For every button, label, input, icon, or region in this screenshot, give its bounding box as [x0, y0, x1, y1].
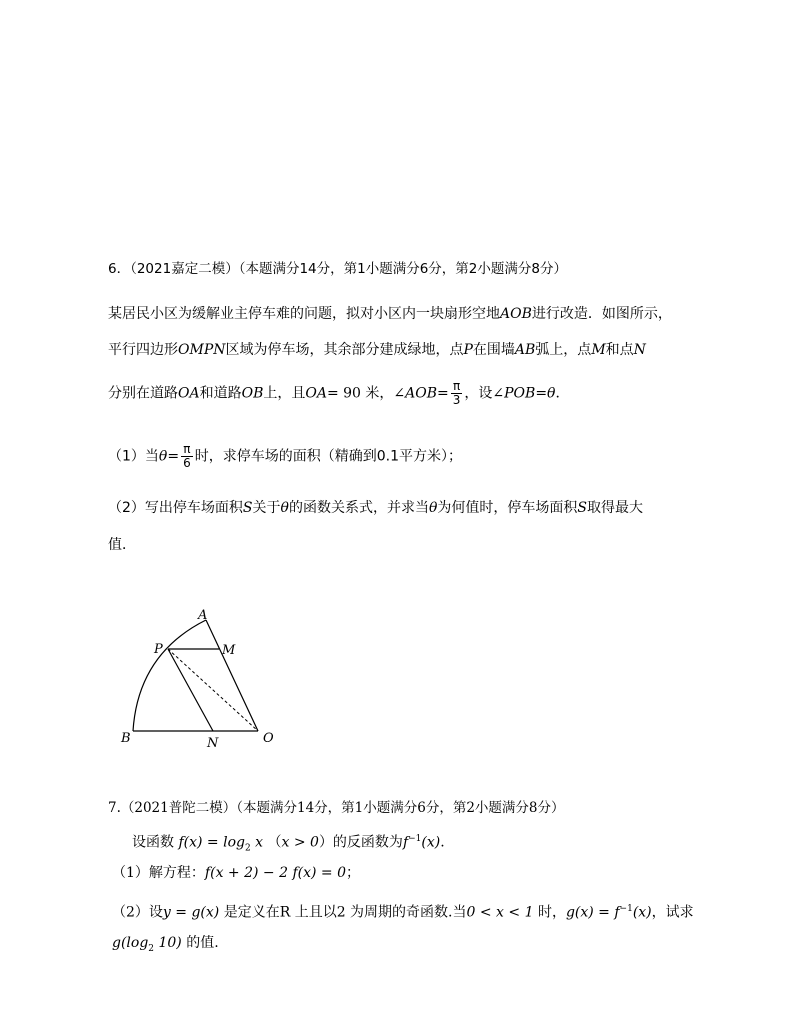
math-theta: θ — [547, 385, 556, 402]
math-eq: = 90 — [326, 385, 361, 402]
math-m: M — [591, 342, 606, 358]
math-eq: = — [535, 385, 548, 402]
math-glog: g(log — [112, 935, 149, 951]
text: 的值. — [186, 935, 219, 951]
text: （ — [267, 834, 282, 851]
text: 平行四边形 — [108, 342, 178, 358]
math-x: x — [250, 834, 264, 851]
text: （1）解方程： — [112, 865, 205, 881]
text: ，设 — [464, 385, 493, 402]
math-x: (x) — [421, 834, 441, 851]
text: 的函数关系式，并求当 — [288, 500, 429, 516]
math-domain: x > 0 — [281, 834, 319, 851]
q7-intro — [132, 829, 445, 858]
math-s: S — [242, 500, 253, 516]
text: 上，且 — [263, 385, 306, 402]
q7-sub2 — [112, 899, 694, 923]
text: 和点 — [605, 342, 634, 358]
label-p: P — [154, 642, 163, 657]
text: 在围墙 — [472, 342, 515, 358]
math-p: P — [463, 342, 473, 358]
text: 某居民小区为缓解业主停车难的问题，拟对小区内一块扇形空地 — [108, 306, 500, 322]
text: 区域为停车场，其余部分建成绿地，点 — [225, 342, 464, 358]
denominator: 3 — [452, 393, 461, 407]
text: （2）写出停车场面积 — [108, 500, 243, 516]
q6-paragraph-line3 — [108, 380, 569, 407]
q6-heading: 6．（2021嘉定二模）（本题满分14分，第1小题满分6分，第2小题满分8分） — [108, 261, 567, 277]
math-oa: OA — [178, 385, 200, 402]
q6-sub2 — [108, 498, 643, 518]
text: 进行改造．如图所示， — [531, 306, 672, 322]
text: ． — [555, 385, 570, 402]
text: 米， — [360, 385, 394, 402]
superscript: −1 — [619, 904, 633, 914]
arc-ab — [133, 620, 258, 731]
text: ）的反函数为 — [318, 834, 403, 851]
text: （2）设 — [112, 904, 163, 921]
math-s: S — [577, 500, 587, 516]
q7-sub2-continued — [112, 933, 219, 959]
text: . — [440, 834, 445, 851]
text: （1）当 — [108, 448, 159, 465]
math-interval: 0 < x < 1 — [466, 904, 534, 921]
label-b: B — [121, 731, 131, 746]
label-a: A — [198, 608, 208, 623]
text: 时，求停车场的面积（精确到0.1平方米）； — [194, 448, 462, 465]
math-finv: f — [402, 834, 409, 851]
math-n: N — [633, 342, 646, 358]
math-eq: = — [437, 385, 449, 402]
text: 时， — [537, 904, 566, 921]
math-equation: f(x + 2) − 2 f(x) = 0 — [204, 865, 346, 881]
q6-paragraph-line2 — [108, 340, 646, 360]
q7-sub1 — [112, 863, 360, 883]
math-ob: OB — [241, 385, 264, 402]
numerator: π — [181, 443, 193, 457]
subscript: 2 — [148, 943, 155, 954]
text: 为何值时，停车场面积 — [437, 500, 578, 516]
q6-sub2-continued: 值． — [108, 537, 136, 553]
math-x: (x) — [632, 904, 652, 921]
q6-paragraph-line1 — [108, 304, 672, 324]
math-ompn: OMPN — [178, 342, 226, 358]
text: 取得最大 — [586, 500, 643, 516]
text: 和道路 — [199, 385, 242, 402]
text: 是定义在R 上且以2 为周期的奇函数.当 — [223, 904, 467, 921]
math-10: 10) — [154, 935, 182, 951]
segment-pn — [168, 649, 213, 731]
math-eq: = — [167, 448, 180, 465]
math-ab: AB — [514, 342, 536, 358]
label-o: O — [263, 731, 274, 746]
text: ，试求 — [651, 904, 694, 921]
fraction-pi-3 — [451, 380, 463, 407]
math-aob: AOB — [500, 306, 532, 322]
math-gx: g(x) = f — [565, 904, 620, 921]
math-g: y = g(x) — [162, 904, 220, 921]
q7-heading: 7.（2021普陀二模）（本题满分14分，第1小题满分6分，第2小题满分8分） — [108, 800, 565, 816]
math-theta: θ — [158, 448, 168, 465]
fraction-pi-6 — [181, 443, 193, 470]
q6-sub1 — [108, 443, 462, 470]
text: 弧上，点 — [535, 342, 592, 358]
math-angle-aob: ∠AOB — [393, 385, 438, 402]
label-n: N — [207, 736, 219, 751]
text: ； — [346, 865, 360, 881]
math-angle-pob: ∠POB — [492, 385, 536, 402]
text: 关于 — [252, 500, 281, 516]
math-theta: θ — [280, 500, 289, 516]
text: 分别在道路 — [108, 385, 178, 402]
label-m: M — [222, 643, 236, 658]
math-theta: θ — [428, 500, 438, 516]
numerator: π — [451, 380, 463, 394]
subscript: 2 — [244, 843, 251, 854]
math-f: f(x) = log — [178, 834, 245, 851]
segment-po-dashed — [168, 649, 258, 731]
text: 设函数 — [132, 834, 174, 851]
math-oa2: OA — [305, 385, 327, 402]
denominator: 6 — [183, 456, 191, 470]
sector-figure — [118, 604, 282, 754]
superscript: −1 — [408, 834, 422, 844]
